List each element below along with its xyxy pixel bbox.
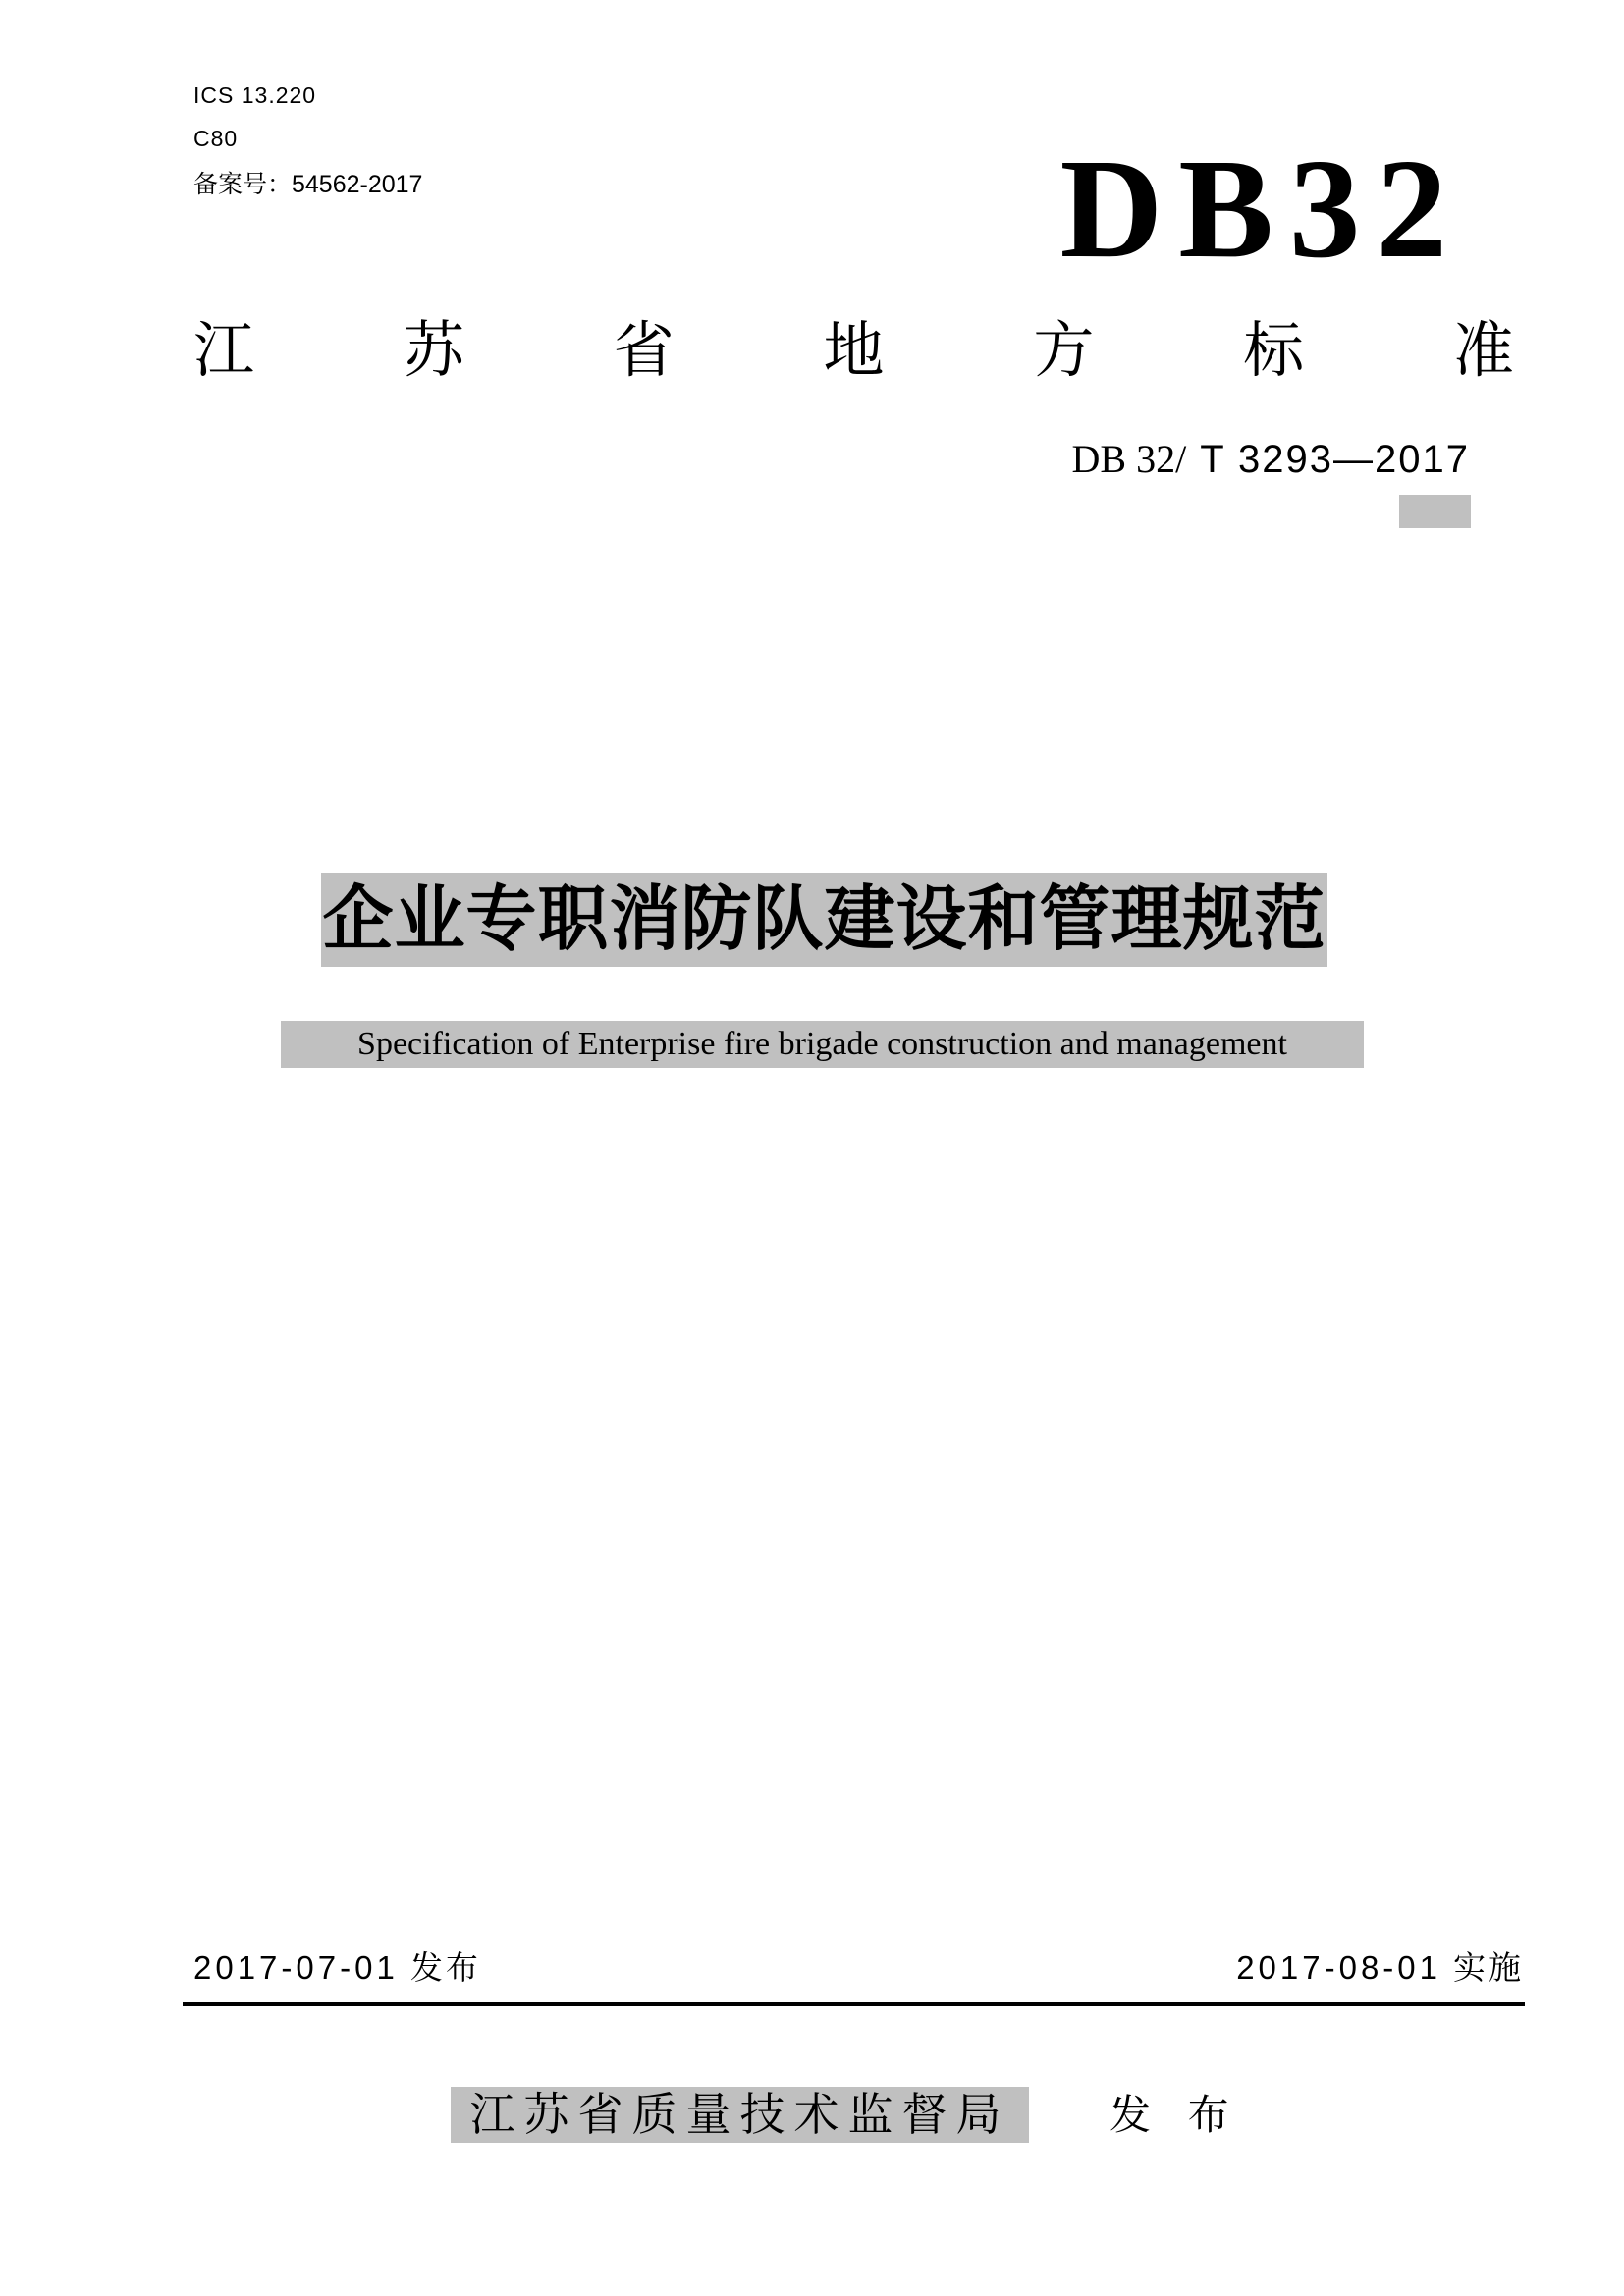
implement-date-line	[1236, 1949, 1524, 1988]
record-number: 备案号：54562-2017	[193, 171, 423, 198]
footer-divider-rule	[183, 2002, 1525, 2006]
gray-highlight-chip	[1399, 495, 1471, 528]
standard-category-title: 江 苏 省 地 方 标 准	[193, 317, 1514, 385]
implement-date: 2017-08-01	[1236, 1949, 1441, 1986]
implement-label: 实施	[1453, 1949, 1524, 1986]
db32-logo: DB32	[1059, 131, 1463, 288]
standard-number	[1072, 438, 1470, 481]
classification-code: C80	[193, 126, 239, 151]
issue-date-line	[193, 1949, 481, 1988]
publish-action-label: 发 布	[1110, 2092, 1229, 2138]
document-title-en: Specification of Enterprise fire brigade construction and management	[281, 1021, 1364, 1068]
ics-code: ICS 13.220	[193, 82, 317, 108]
issue-label: 发布	[409, 1949, 481, 1986]
standard-number-suffix: T 3293—2017	[1200, 438, 1470, 481]
standard-number-prefix: DB 32/	[1071, 437, 1187, 481]
issue-date: 2017-07-01	[193, 1949, 399, 1986]
publisher-name: 江苏省质量技术监督局	[451, 2087, 1029, 2143]
document-title-zh: 企业专职消防队建设和管理规范	[321, 873, 1327, 967]
